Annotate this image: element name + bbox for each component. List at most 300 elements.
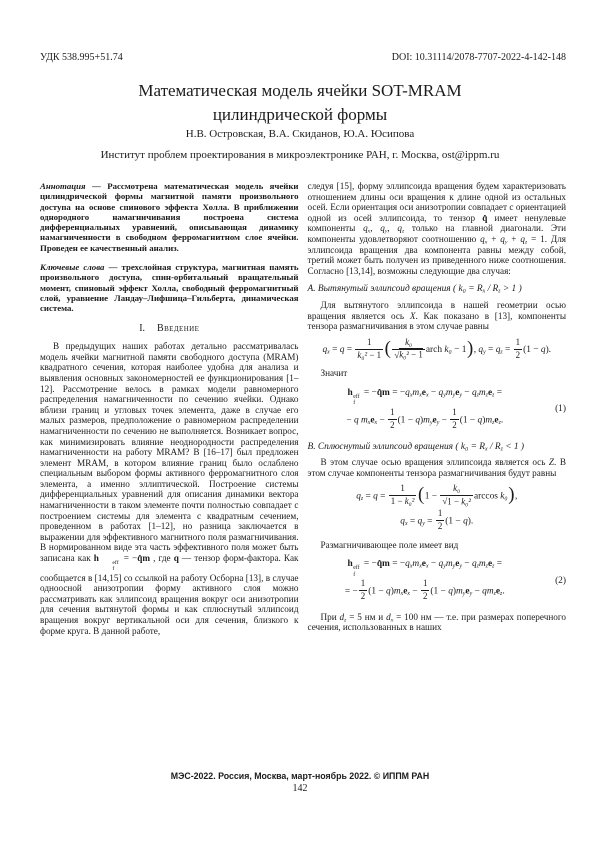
math-vec: q̂m [376,387,390,398]
math-sub: z [492,563,495,570]
right-column [308,181,567,637]
math-var: q [500,233,505,244]
fraction [436,509,444,532]
math-var: k₀ [458,284,466,295]
authors-line: Н.В. Островская, В.А. Скиданов, Ю.А. Юсипова [185,128,415,140]
text-run: При [320,611,340,622]
equation-number: (1) [555,404,566,415]
math-op: = [344,345,355,356]
math-vec: e [487,387,493,398]
fraction [440,484,473,507]
math-op: = 1. [527,233,548,244]
math-sub: y [462,591,466,598]
math-var: q [463,516,468,527]
math-op: , [370,223,381,234]
math-sub: y [459,563,462,570]
math-var: m [412,387,420,398]
math-op: (1 − [368,586,387,597]
subsection-title: Сплюснутый эллипсоид вращения [317,441,454,452]
denominator [389,496,417,507]
sqrt-expression [399,348,423,360]
math-op: / [485,284,493,295]
equation-number: (2) [555,575,566,586]
math-op: − 1 [408,349,423,360]
math-var: R [492,284,499,295]
math-var: d [339,611,345,622]
math-op: < 1 ) [502,441,525,452]
numerator: 1 [436,509,444,521]
introduction-paragraph [40,341,299,636]
math-vec: q̂m [376,559,390,570]
equation-line [308,510,567,533]
math-var: q [438,387,444,398]
demag-field-line: Размагничивающее поле имеет вид [320,539,459,550]
text-run: только на главной диагонали. Эти компоненты удовлетворяют соотношению [307,223,566,244]
math-sub: z [476,563,479,570]
math-var: m [360,415,368,426]
equation-prolate-q [308,336,567,362]
fraction [389,484,417,507]
math-op: 1 − [390,496,405,507]
math-var: q [397,223,402,234]
math-sub: y [459,392,462,399]
math-sup: eff [112,559,119,566]
math-var: q [400,516,405,527]
denominator [355,350,383,361]
math-op: = [329,345,340,356]
math-sub: y [443,392,446,399]
math-var: k₀ [453,483,461,494]
equation-line [308,485,567,508]
math-op: = [494,387,503,398]
math-sub: z [360,496,364,503]
math-vec: e [455,387,460,398]
math-var: q [480,233,485,244]
math-op: . [500,415,504,426]
math-var: m [412,559,420,570]
math-var: q [478,345,484,356]
math-var: q [417,516,423,527]
math-op: ) [452,586,457,597]
math-var: m [486,586,494,597]
math-fn: arccos [473,491,501,502]
math-var: q [540,345,546,356]
prolate-paragraph [308,300,567,332]
fraction [392,338,425,361]
math-var: k₀ [444,345,452,356]
equation-line [308,406,543,432]
math-sub: z [485,563,488,570]
equation-line [308,580,543,603]
keywords-paragraph [40,262,299,313]
math-vec: e [421,387,426,398]
text-run: Для вытянутого эллипсоида в нашей геометрии осью вращения является ось [307,299,566,321]
math-var: q [339,345,345,356]
math-sup: eff [353,565,360,572]
math-sub: y [422,521,425,528]
math-var: m [445,387,453,398]
math-op: ( [455,441,461,452]
math-var: k₀² [357,349,368,360]
denominator: 2 [360,591,366,602]
math-vec: h [347,387,353,398]
math-vec: h [347,559,353,570]
math-var: q [415,415,421,426]
math-var: m [445,559,453,570]
math-sub: x [485,446,488,453]
math-sub: z [500,349,503,356]
h-eff-f-scripts [353,394,359,407]
math-vec: e [403,586,408,597]
doi-code: DOI: 10.31114/2078-7707-2022-4-142-148 [391,52,566,63]
math-vec: e [421,559,426,570]
math-var: R [494,441,501,452]
fraction [514,338,522,361]
math-op: 1 − [447,496,462,507]
equation-part [322,336,479,360]
math-var: q [471,559,477,570]
subsection-b-heading [308,442,567,453]
h-eff-f-scripts [99,560,118,573]
math-sub: x [419,563,422,570]
numerator: 1 [359,579,367,591]
inline-formula-k0-oblate [455,442,524,452]
math-sub: z [492,420,495,427]
math-var: m [478,559,486,570]
conference-footer: МЭС-2022. Россия, Москва, март-ноябрь 2022. © ИППМ РАН [170,771,430,781]
math-op: = − [389,559,406,570]
math-op: ( [453,284,459,295]
math-op: = [502,345,513,356]
denominator: 2 [422,591,428,602]
title-line-1: Математическая модель ячейки SOT-MRAM [138,81,462,100]
math-op: = [424,516,435,527]
math-op: − [461,559,472,570]
math-op: , [387,223,398,234]
udk-code: УДК 538.995+51.74 [40,52,123,63]
math-op: − [377,415,388,426]
math-var: k₀ [460,441,469,452]
math-var: q [471,387,477,398]
math-var: q [356,491,361,502]
math-sub: z [485,392,488,399]
math-var: k₀ [500,491,508,502]
math-var: q [438,559,444,570]
title-line-2: цилиндрической формы [212,105,388,124]
inline-formula-q-sum [480,234,547,244]
math-sub: x [367,229,371,236]
section-heading-introduction [40,324,299,335]
math-sub: x [409,392,413,399]
math-sub: f [353,571,356,578]
math-sub: x [327,349,330,356]
math-var: q [405,387,410,398]
math-sup: eff [353,393,360,400]
math-sub: y [429,420,433,427]
fraction [450,408,458,431]
h-eff-f-scripts [353,565,359,578]
math-var: R [479,441,485,452]
math-sub: z [500,591,503,598]
paper-title [0,79,600,127]
text-run: . В этом случае компоненты тензора размагничивания будут равны [307,457,566,478]
math-var: q [477,415,483,426]
paren-close: ) [466,337,474,359]
two-column-body [40,181,566,637]
math-op: ) [420,415,424,426]
math-var: q [363,223,368,234]
math-op: − [472,586,483,597]
oblate-paragraph [308,457,567,478]
text-run: = 5 нм и [346,611,387,622]
abstract-paragraph [40,181,299,253]
sqrt-expression [447,495,471,507]
math-op: − [428,559,439,570]
math-var: m [393,586,401,597]
math-op: , [473,345,479,356]
paren-open: ( [417,484,425,506]
text-run: , где [149,553,174,564]
fraction [359,579,367,602]
math-var: q [386,586,391,597]
page-header [40,52,566,63]
math-sub: z [344,617,347,624]
math-op: (1 − [459,415,478,426]
equation-line [308,559,543,578]
denominator: 2 [515,349,521,360]
math-op: − [461,387,472,398]
math-var: q [380,223,385,234]
math-op: = − [120,553,138,564]
math-sub: y [469,591,473,598]
denominator [440,496,473,507]
math-sub: f [112,566,115,573]
numerator: 1 [355,338,383,350]
subsection-title: Вытянутый эллипсоид вращения [317,284,451,295]
text-run: Для эллипсоида вращения два компонента равны между собой, третий может быть получен из приведенного ниже соотношения. Согласно [13,14], возможны следующие два случая: [307,233,567,276]
math-op: = − [361,387,377,398]
numerator: 1 [389,484,417,496]
math-var: m [456,586,463,597]
math-vec: q̂m [137,553,150,564]
math-sub: y [384,229,388,236]
math-op: ). [467,516,474,527]
paren-open: ( [384,337,391,359]
numerator: 1 [514,338,522,350]
math-sub: z [524,239,528,246]
sqrt-sign: √ [442,496,448,507]
math-sub: f [353,400,356,407]
section-title: Введение [157,322,200,334]
page-number: 142 [292,783,308,794]
math-vec: e [487,559,493,570]
equation-oblate-q [308,485,567,532]
math-op: (1 − [397,415,416,426]
math-var: q [322,345,328,356]
math-op: ) [482,415,486,426]
math-sub: z [500,446,503,453]
math-op: + [487,233,501,244]
paren-close: ) [508,484,515,506]
denominator: 2 [437,520,443,531]
math-sub: x [419,392,422,399]
inline-formula-q-components [363,223,405,236]
math-vec: e [494,415,499,426]
numerator: 1 [450,408,458,420]
math-var: m [478,387,486,398]
math-sub: z [476,392,479,399]
math-sub: x [409,563,413,570]
math-sub: x [425,563,429,570]
math-sub: x [484,239,488,246]
math-sub: z [493,591,496,598]
math-sub: x [400,591,404,598]
math-vec: e [432,415,437,426]
text-run: . Как показано в [13], компоненты тензора размагничивания в этом случае равны [307,310,566,332]
math-sub: y [504,239,508,246]
math-sub: y [436,420,440,427]
math-sub: x [390,617,394,624]
left-column [40,181,299,637]
znachit-line: Значит [320,368,348,379]
equation-2-body [308,557,543,605]
math-op: ) [390,586,394,597]
math-var: k₀ [405,336,413,347]
math-var: m [485,415,493,426]
math-op: (1 − [523,345,541,356]
section-number: I. [139,322,146,334]
sqrt-sign: √ [394,349,400,360]
math-op: (1 − [430,586,449,597]
equation-part [478,336,552,360]
math-sub: x [425,392,429,399]
text-run: В этом случае осью вращения эллипсоида является ось [320,457,549,468]
math-op: > 1 ) [500,284,522,295]
fraction [355,338,383,361]
text-run: — тензор форм-фактора. Как сообщается в [14,15] со ссылкой на работу Осборна [13], в случае одноосной анизотропии форму активного слоя можно рассматривать как эллипсоид вращения вокруг оси анизотропии для сечения вытянутой формы и как сплюснутый эллипсоид вращения вокруг вертикальной оси для сечения, близкого к форме круга. В данной работе, [40,553,299,636]
equation-1-body [308,386,543,434]
math-sub: x [404,521,408,528]
text-run: имеет ненулевые компоненты [307,212,566,234]
math-var: q [373,491,378,502]
math-op: , [514,491,518,502]
numerator: 1 [421,579,429,591]
math-op: = [465,284,477,295]
ellipsoid-shape-paragraph [308,181,567,276]
fraction [421,579,429,602]
math-var: d [386,611,391,622]
denominator: 2 [452,419,457,430]
math-var: k₀² [399,349,409,360]
text-run: следуя [15], форму эллипсоида вращения будем характеризовать отношением длины оси вращения к длине одной из остальных осей. Если ориентация оси анизотропии совпадает с ориентацией одной из осей эллипсоида, то тензор [307,181,566,223]
affiliation-line: Институт проблем проектирования в микроэлектронике РАН, г. Москва, ost@ippm.ru [100,149,500,161]
equation-1 [308,386,567,434]
math-op: − [346,415,354,426]
math-sub: z [498,420,501,427]
math-var: X [409,310,416,321]
math-op: (1 − [445,516,464,527]
keywords-lead: Ключевые слова [40,262,105,273]
math-sub: x [367,420,371,427]
math-var: R [476,284,483,295]
math-var: k₀² [404,496,415,507]
math-vec: e [455,559,460,570]
math-var: k₀² [461,496,471,507]
math-op: − [439,415,450,426]
denominator [392,350,425,361]
math-op: = [485,345,496,356]
math-op: + [507,233,521,244]
math-op: − [409,586,420,597]
math-vec: e [370,415,375,426]
math-op: ). [545,345,552,356]
math-vec: h [93,553,99,564]
math-op: = − [361,559,377,570]
math-sub: z [498,289,501,296]
math-sub: z [401,229,405,236]
math-op: = − [344,586,358,597]
math-var: q [520,233,525,244]
text-run: В предыдущих наших работах детально рассматривалась модель ячейки магнитной памяти свободного доступа (MRAM) квадратного сечения, которая наиболее удобна для анализа и выявления основных закономерностей ее функционирования [1–12]. Рассмотрение велось в рамках модели равномерного распределения намагниченности по сечению ячейки. Однако вблизи границ и угловых точек элемента, даже в случае его малых размеров, предположение о равномерном распределении намагниченности по сечению не выполняется. Возникает вопрос, как минимизировать влияние неоднородности распределения намагниченности на работу MRAM? В [16–17] был предложен элемент MRAM, в котором влияние границ было ослаблено специальным выбором формы активного ферромагнитного слоя элемента, а именно эллиптической. Построение системы дифференциальных уравнений для описания динамики вектора намагниченности в таком элементе почти полностью совпадает с построением системы для элемента с квадратным сечением, проведенном в работах [1–12], но разница заключается в выражении для эффективного магнитного поля размагничивания. В нормированном виде эта часть эффективного поля может быть записана как [40,341,299,564]
math-op: = [494,559,503,570]
math-sub: y [452,392,456,399]
math-sub: y [452,563,456,570]
equation-2 [308,557,567,605]
equation-line [308,388,543,407]
numerator: 1 [388,408,396,420]
math-op: = [377,491,388,502]
math-vec: q [173,553,179,564]
subsection-label: A. [307,284,316,295]
math-op: = [468,441,480,452]
inline-formula-heff [93,553,150,573]
inline-formula-k0-prolate [453,284,522,294]
math-op: = [363,491,374,502]
math-vec: e [495,586,501,597]
math-op: / [487,441,495,452]
math-vec: q̂ [482,212,488,223]
math-vec: e [465,586,470,597]
abstract-lead: Аннотация [40,181,86,191]
math-sub: x [482,289,486,296]
math-op: = − [389,387,406,398]
math-op: = [407,516,418,527]
math-sub: x [374,420,378,427]
math-sub: z [492,392,495,399]
math-sub: y [443,563,446,570]
math-op: 1 − [424,491,440,502]
abstract-text: — Рассмотрена математическая модель ячейки цилиндрической формы магнитной памяти произвольного доступа на основе спинового эффекта Холла. В приближении однородного намагничивания построена система дифференциальных уравнений, описывающая динамику намагниченности в свободном ферромагнитном слое ячейки. Проведен ее качественный анализ. [40,181,299,253]
dimensions-paragraph [308,612,567,633]
math-fn: arch [425,345,445,356]
math-var: Z [548,457,555,468]
math-var: q [405,559,410,570]
math-op: − 1 [451,345,467,356]
math-var: m [423,415,430,426]
math-var: q [495,345,501,356]
math-var: q [482,586,487,597]
denominator: 2 [390,419,395,430]
math-var: q [448,586,453,597]
math-op: − [428,387,439,398]
math-sub: y [483,349,486,356]
subsection-a-heading [308,284,567,295]
keywords-text: — трехслойная структура, магнитная память произвольного доступа, спин-орбитальный вращательный момент, спиновый эффект Холла, свободный ферромагнитный слой, уравнение Ландау–Лифшица–Гильберта, динамическая система. [40,262,299,314]
math-sub: x [407,591,410,598]
text-run: = 100 нм — т.е. при размерах поперечного сечения, использованных в наших [307,611,566,633]
math-op: − 1 [367,349,382,360]
math-op: . [502,586,505,597]
